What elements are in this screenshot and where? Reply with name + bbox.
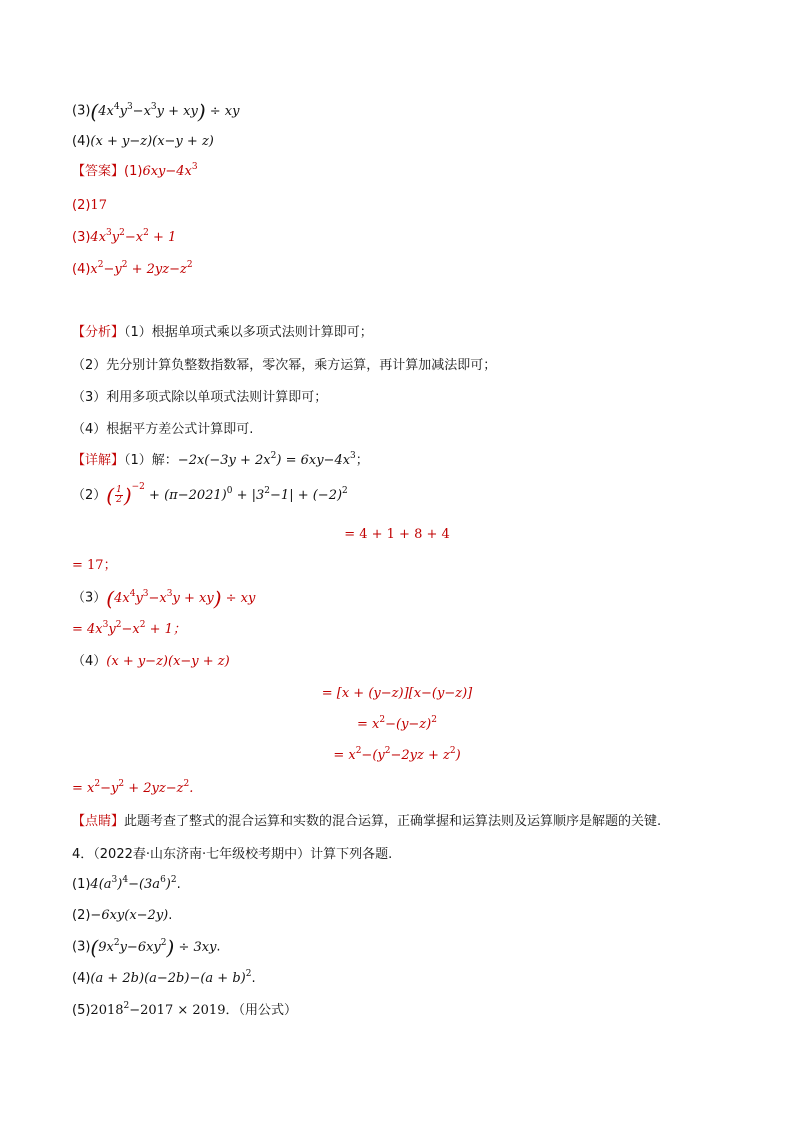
exponent: 3 (126, 101, 133, 112)
math-fragment: y + xy (172, 590, 214, 606)
analysis-line-3 (72, 389, 327, 407)
comment-text: 此题考查了整式的混合运算和实数的混合运算，正确掌握和运算法则及运算顺序是解题的关键. (124, 814, 662, 829)
exponent: 3 (142, 588, 149, 599)
math-fragment: ÷ xy (205, 103, 240, 119)
exponent: 6 (160, 875, 166, 885)
math-fragment: 9x (98, 939, 114, 955)
exponent: 3 (150, 101, 157, 112)
item-label: （2） (72, 488, 107, 503)
detail-line-2-step (0, 526, 794, 544)
exponent: 2 (139, 620, 146, 630)
answer-line-2 (72, 197, 107, 215)
math-fragment: . (216, 939, 221, 955)
detail-line-4-step-2 (0, 716, 794, 734)
problem-4-q2 (72, 907, 172, 925)
analysis-tag: 【分析】 (72, 325, 125, 340)
detail-line-2 (72, 482, 348, 508)
detail-line-2-result (72, 557, 117, 575)
math-fragment: y (111, 230, 120, 245)
problem-4-q3 (72, 935, 221, 959)
item-label: (3) (72, 939, 91, 955)
math-fragment: −(3a (128, 877, 161, 892)
exponent: 4 (122, 875, 129, 885)
prev-problem-4 (72, 133, 214, 151)
detail-line-4-result (72, 780, 193, 798)
math-fragment: + |3 (232, 488, 265, 503)
math-fragment: −(y−z) (385, 717, 432, 732)
exponent: 0 (226, 486, 233, 496)
math-fragment: ÷ 3xy (174, 939, 217, 955)
math-fragment: ÷ xy (221, 590, 256, 606)
item-label: (1) (72, 877, 91, 892)
analysis-line-1 (72, 324, 373, 342)
detail-line-4 (72, 653, 230, 671)
math-fragment: y−6xy (119, 939, 161, 955)
exponent: 2 (379, 715, 386, 725)
item-label: (2) (72, 908, 91, 923)
answer-line-3 (72, 229, 176, 247)
item-label: (3) (72, 230, 91, 245)
math-fragment: ) (123, 483, 132, 508)
exponent: 2 (355, 746, 362, 756)
math-fragment: ( (106, 586, 115, 610)
exponent: 3 (166, 588, 173, 599)
item-label: (4) (72, 262, 91, 277)
exponent: 2 (245, 969, 252, 979)
math-fragment: −2yz + z (390, 748, 450, 763)
exponent: 2 (270, 451, 277, 461)
prev-problem-3 (72, 99, 240, 123)
exponent: 2 (384, 746, 391, 756)
answer-line-4 (72, 261, 193, 279)
math-fragment (90, 971, 251, 986)
math-fragment (106, 586, 256, 610)
exponent: 2 (160, 937, 167, 948)
math-fragment (90, 877, 176, 892)
answer-tag: 【答案】 (72, 164, 125, 179)
math-fragment: −2x(−3y + 2x (177, 453, 271, 468)
math-fragment: (a + 2b)(a−2b)−(a + b) (90, 971, 246, 986)
comment-line (72, 813, 661, 831)
item-label: (5) (72, 1003, 91, 1018)
math-fragment: . (189, 781, 194, 796)
item-label: (4) (72, 971, 91, 986)
math-fragment (90, 935, 217, 959)
item-label: （3） (72, 590, 107, 606)
math-fragment: 2018 (90, 1003, 124, 1018)
item-label: (1) (124, 164, 143, 179)
math-fragment: −x (124, 230, 144, 245)
math-fragment: y (108, 622, 116, 637)
exponent: 2 (113, 937, 120, 948)
math-fragment: 4x (90, 230, 107, 245)
detail-line-3 (72, 586, 256, 610)
comment-tag: 【点睛】 (72, 814, 125, 829)
problem-4-header (72, 846, 392, 864)
math-fragment (145, 488, 348, 503)
item-label: (4) (72, 134, 91, 149)
math-fragment: ．（用公式） (225, 1003, 297, 1018)
detail-line-3-result (72, 621, 186, 639)
exponent: 2 (97, 260, 104, 270)
item-label: (3) (72, 103, 91, 119)
analysis-line-4 (72, 421, 253, 439)
math-fragment: y + xy (156, 103, 198, 119)
analysis-line-2 (72, 357, 496, 375)
item-label: （4） (72, 654, 107, 669)
exponent: 3 (191, 162, 198, 172)
math-fragment: + 1； (145, 622, 186, 637)
math-fragment: ) (197, 99, 206, 123)
math-fragment: 2 (116, 495, 122, 505)
exponent: 3 (111, 875, 118, 885)
math-fragment: ) (165, 877, 171, 892)
math-fragment (106, 482, 145, 508)
analysis-text: （1）根据单项式乘以多项式法则计算即可； (124, 325, 373, 340)
math-fragment: y (119, 103, 127, 119)
math-fragment: ) (117, 877, 123, 892)
exponent: 2 (183, 779, 190, 789)
math-fragment: = x (333, 748, 356, 763)
answer-line-1 (72, 163, 198, 181)
exponent: 3 (106, 228, 112, 238)
math-fragment: + 2yz−z (127, 262, 187, 277)
math-fragment: = 4x (72, 622, 103, 637)
exponent: 2 (431, 715, 437, 725)
math-fragment: = x (357, 717, 380, 732)
math-fragment: . (176, 877, 181, 892)
exponent: 2 (119, 228, 125, 238)
math-fragment: ( (106, 483, 115, 508)
math-fragment (90, 1003, 225, 1018)
math-fragment: y (135, 590, 143, 606)
math-fragment: −(y (361, 748, 385, 763)
fraction-one-half (115, 486, 123, 505)
detail-line-4-step-3 (0, 747, 794, 765)
math-fragment: + 2yz−z (124, 781, 184, 796)
math-fragment: + 1 (148, 230, 177, 245)
math-fragment: 4x (114, 590, 130, 606)
math-fragment (90, 99, 240, 123)
math-fragment: + (π−2021) (144, 488, 227, 503)
exponent: 4 (129, 588, 136, 599)
math-expression: = 17； (72, 558, 117, 573)
problem-4-q5 (72, 1002, 297, 1020)
math-fragment: = x (72, 781, 95, 796)
exponent: 2 (264, 486, 271, 496)
math-fragment: ( (90, 935, 99, 959)
exponent: 2 (449, 746, 456, 756)
exponent: 3 (350, 451, 356, 461)
math-fragment (142, 164, 197, 179)
item-label: （1）解： (124, 453, 178, 468)
exponent: 2 (94, 779, 101, 789)
math-expression: 17 (90, 198, 107, 213)
math-fragment: ； (355, 453, 369, 468)
problem-source: （2022春·山东济南·七年级校考期中）计算下列各题. (93, 847, 393, 862)
math-fragment: ) (455, 748, 461, 763)
math-fragment: x (90, 262, 98, 277)
math-expression: = [x + (y−z)][x−(y−z)] (321, 686, 473, 701)
math-fragment: −x (132, 103, 151, 119)
detail-line-1 (72, 452, 369, 470)
exponent: 2 (342, 486, 348, 496)
exponent: 2 (121, 260, 128, 270)
analysis-text: （4）根据平方差公式计算即可. (72, 422, 254, 437)
math-fragment: −y (103, 262, 122, 277)
problem-4-q4 (72, 970, 256, 988)
math-fragment: −x (148, 590, 167, 606)
math-fragment: −1| + (−2) (270, 488, 343, 503)
exponent: −2 (131, 482, 145, 492)
math-fragment (90, 262, 192, 277)
problem-number: 4． (72, 847, 94, 862)
exponent: 2 (115, 620, 122, 630)
math-fragment: −y (100, 781, 119, 796)
math-fragment: 4x (98, 103, 114, 119)
math-fragment: . (251, 971, 256, 986)
math-fragment (178, 453, 356, 468)
exponent: 2 (170, 875, 177, 885)
math-fragment: −x (121, 622, 140, 637)
math-fragment: ) (213, 586, 222, 610)
exponent: 2 (143, 228, 149, 238)
detail-line-4-step-1 (0, 685, 794, 703)
math-fragment: ( (90, 99, 99, 123)
math-expression: (x + y−z)(x−y + z) (106, 654, 230, 669)
exponent: 2 (118, 779, 125, 789)
item-label: (2) (72, 198, 91, 213)
exponent: 4 (113, 101, 120, 112)
math-expression: −6xy(x−2y) (90, 908, 169, 923)
detail-tag: 【详解】 (72, 453, 125, 468)
math-fragment: ) = 6xy−4x (276, 453, 351, 468)
math-fragment: . (168, 908, 173, 923)
exponent: 3 (102, 620, 109, 630)
math-fragment: ) (166, 935, 175, 959)
exponent: 2 (123, 1001, 130, 1011)
math-fragment: 6xy−4x (142, 164, 192, 179)
math-fragment: 4(a (90, 877, 112, 892)
exponent: 2 (186, 260, 193, 270)
math-fragment: −2017 × 2019 (129, 1003, 226, 1018)
math-expression: = 4 + 1 + 8 + 4 (344, 527, 450, 542)
math-fragment: 1 (116, 485, 122, 495)
math-expression: (x + y−z)(x−y + z) (90, 134, 214, 149)
analysis-text: （3）利用多项式除以单项式法则计算即可； (72, 390, 328, 405)
math-fragment (90, 230, 176, 245)
problem-4-q1 (72, 876, 181, 894)
analysis-text: （2）先分别计算负整数指数幂，零次幂，乘方运算，再计算加减法即可； (72, 358, 497, 373)
